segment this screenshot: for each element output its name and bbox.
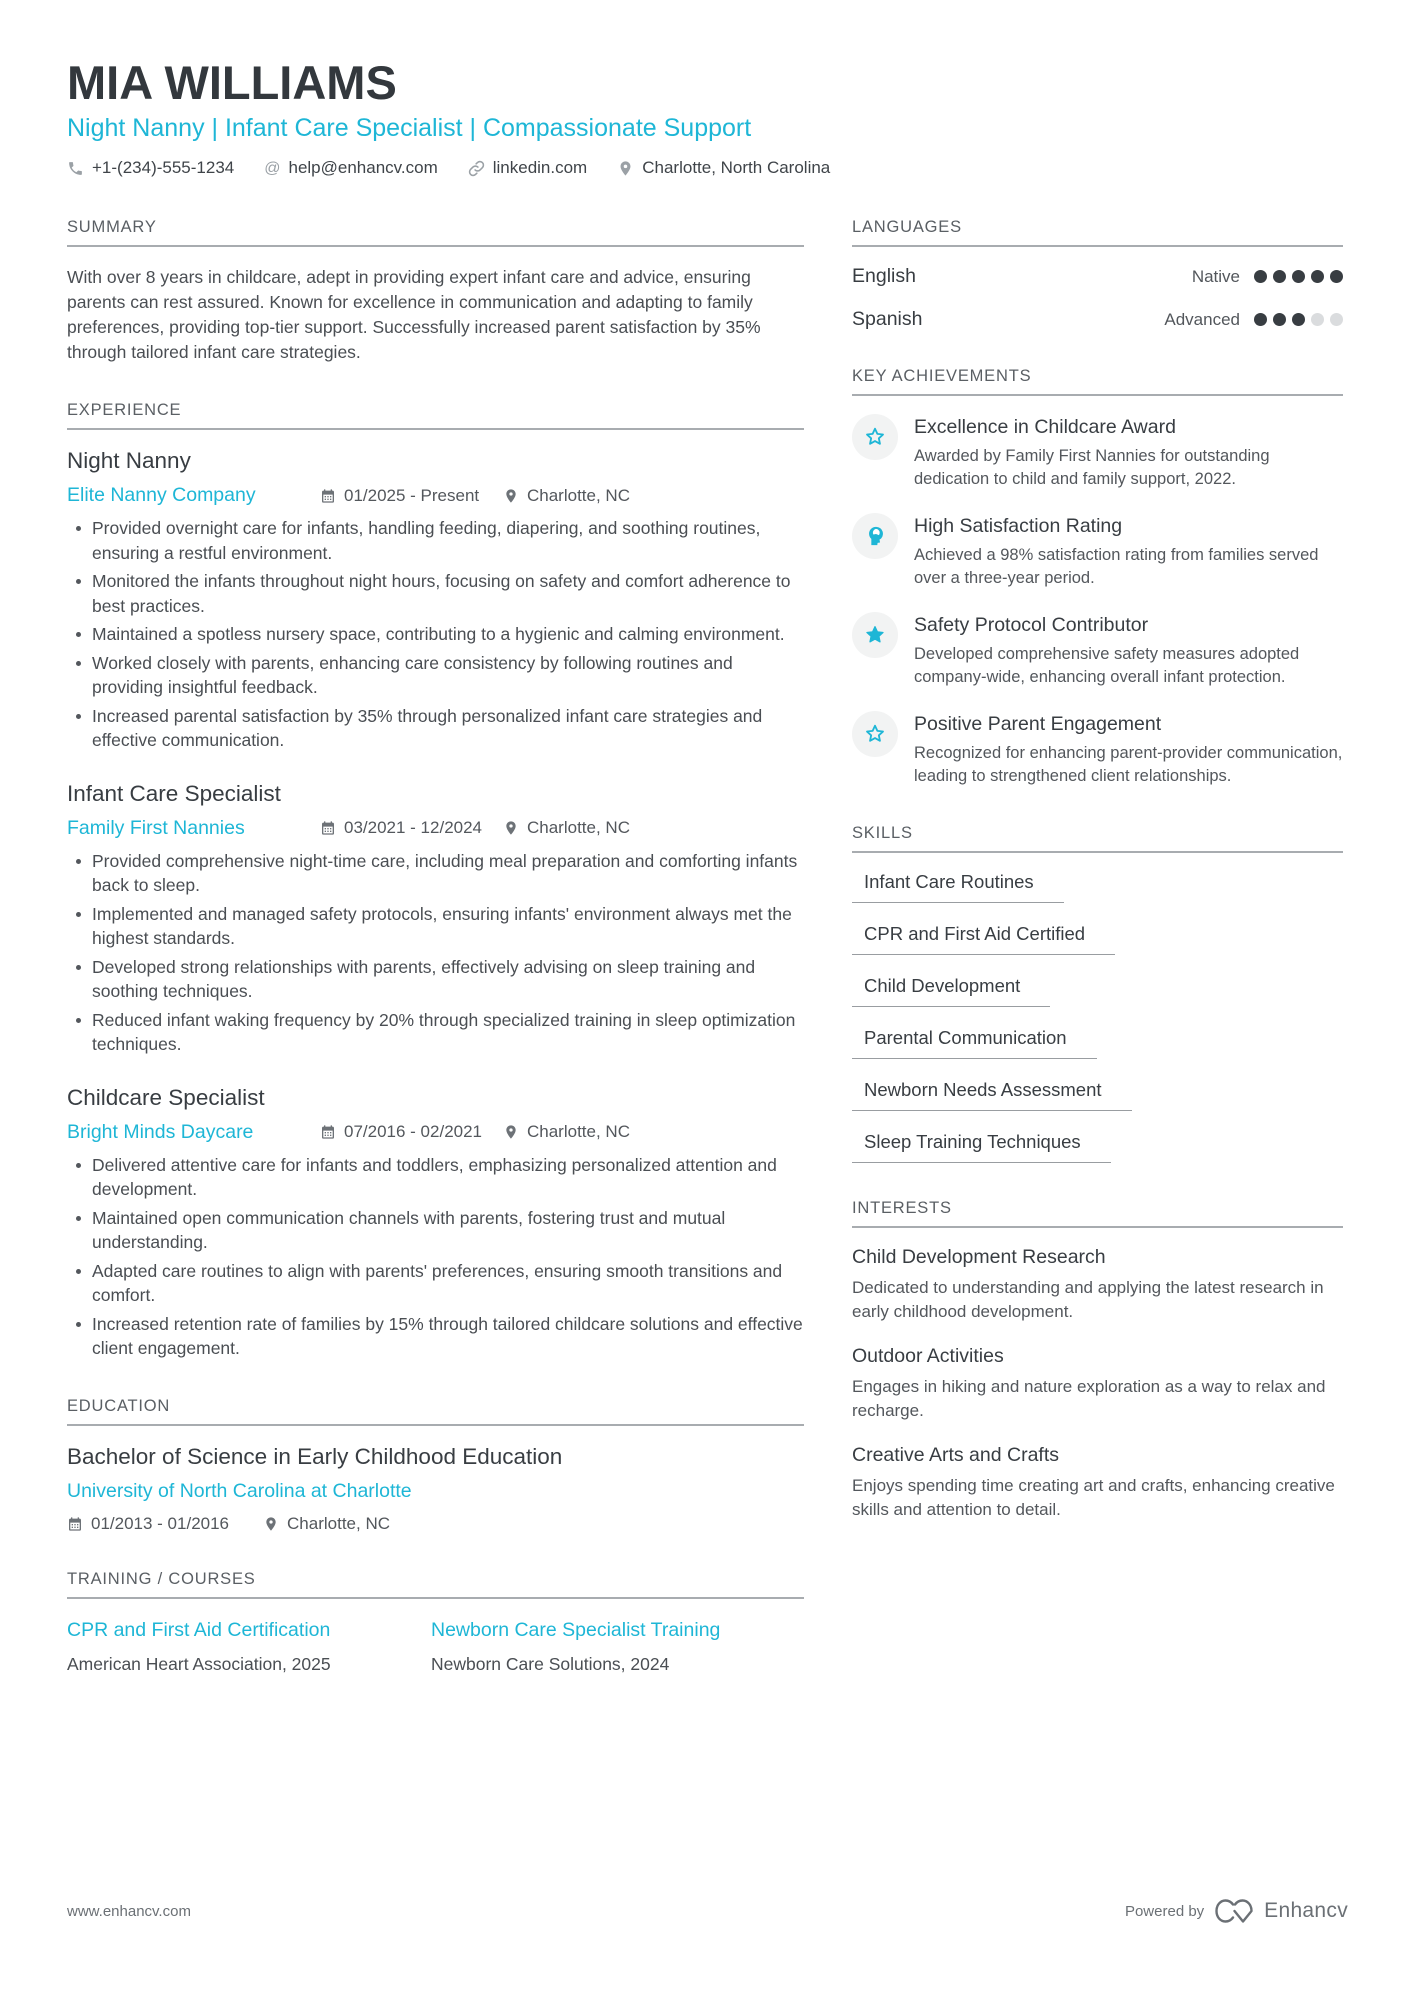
job-dates: [320, 818, 503, 838]
calendar-icon: [67, 1516, 83, 1532]
level-dot: [1273, 270, 1286, 283]
education-heading: EDUCATION: [67, 1397, 804, 1426]
achievement-text: Achieved a 98% satisfaction rating from families served over a three-year period.: [914, 546, 1319, 588]
contact-location: [617, 158, 830, 178]
contact-email[interactable]: [264, 158, 438, 178]
interest-item: [852, 1246, 1343, 1324]
summary-heading: SUMMARY: [67, 218, 804, 247]
achievement-title: High Satisfaction Rating: [914, 515, 1123, 538]
skill-item: Sleep Training Techniques: [852, 1131, 1111, 1163]
company-name: Bright Minds Daycare: [67, 1120, 254, 1143]
left-column: [67, 218, 804, 1712]
level-dot: [1292, 313, 1305, 326]
experience-entry: [67, 781, 804, 1057]
location-pin-icon: [617, 160, 634, 177]
job-location-value: Charlotte, NC: [527, 485, 630, 505]
star-filled-icon: [852, 612, 898, 658]
phone-icon: [67, 160, 84, 177]
language-level: Native: [1191, 266, 1240, 286]
head-icon: [852, 513, 898, 559]
language-row: [852, 265, 1343, 288]
bullet-item: Increased parental satisfaction by 35% through personalized infant care strategies and effective communication.: [92, 704, 804, 753]
level-dot: [1292, 270, 1305, 283]
section-interests: [852, 1199, 1343, 1522]
contact-phone-value: +1-(234)-555-1234: [92, 158, 235, 178]
interest-text: Dedicated to understanding and applying the latest research in early childhood development.: [852, 1278, 1324, 1322]
job-location: [503, 818, 630, 838]
interests-heading: INTERESTS: [852, 1199, 1343, 1228]
section-languages: [852, 218, 1343, 331]
person-name: MIA WILLIAMS: [67, 56, 397, 109]
bullet-item: Maintained a spotless nursery space, contributing to a hygienic and calming environment.: [92, 622, 804, 647]
language-name: Spanish: [852, 308, 923, 331]
job-title: Night Nanny: [67, 448, 191, 474]
contact-link-value: linkedin.com: [492, 158, 588, 178]
level-dot: [1254, 270, 1267, 283]
bullet-item: Delivered attentive care for infants and toddlers, emphasizing personalized attention and development.: [92, 1153, 804, 1202]
section-training: [67, 1570, 804, 1676]
achievement-item: [852, 414, 1343, 491]
interest-item: [852, 1444, 1343, 1522]
level-dot: [1273, 313, 1286, 326]
education-location-value: Charlotte, NC: [287, 1513, 390, 1533]
education-dates: [67, 1514, 229, 1534]
summary-text: With over 8 years in childcare, adept in providing expert infant care and advice, ensuring parents can rest assured. Known for excellence in communication and adapting to family preferences, providing top-tier support. Successfully increased parent satisfaction by 35% through tailored infant care strategies.: [67, 267, 761, 363]
calendar-icon: [320, 820, 336, 836]
experience-entry: [67, 448, 804, 753]
section-education: [67, 1397, 804, 1534]
location-pin-icon: [503, 820, 519, 836]
achievement-title: Positive Parent Engagement: [914, 713, 1162, 736]
star-outline-icon: [852, 711, 898, 757]
degree-title: Bachelor of Science in Early Childhood Education: [67, 1443, 563, 1469]
achievement-text: Awarded by Family First Nannies for outstanding dedication to child and family support, 2022.: [914, 447, 1270, 489]
location-pin-icon: [503, 1124, 519, 1140]
section-achievements: [852, 367, 1343, 788]
bullet-item: Reduced infant waking frequency by 20% through specialized training in sleep optimization techniques.: [92, 1008, 804, 1057]
enhancv-logo-icon: [1214, 1898, 1254, 1924]
language-level: Advanced: [1164, 309, 1240, 329]
location-pin-icon: [503, 488, 519, 504]
job-title: Infant Care Specialist: [67, 780, 281, 806]
training-heading: TRAINING / COURSES: [67, 1570, 804, 1599]
right-column: [852, 218, 1343, 1712]
skill-item: Infant Care Routines: [852, 871, 1064, 903]
calendar-icon: [320, 488, 336, 504]
job-title: Childcare Specialist: [67, 1084, 265, 1110]
job-location: [503, 1122, 630, 1142]
course-title: CPR and First Aid Certification: [67, 1618, 331, 1641]
skill-item: Newborn Needs Assessment: [852, 1079, 1132, 1111]
languages-heading: LANGUAGES: [852, 218, 1343, 247]
bullet-item: Provided overnight care for infants, handling feeding, diapering, and soothing routines, ensuring a restful environment.: [92, 516, 804, 565]
interest-text: Enjoys spending time creating art and crafts, enhancing creative skills and attention to detail.: [852, 1476, 1335, 1520]
job-location-value: Charlotte, NC: [527, 1122, 630, 1142]
location-pin-icon: [263, 1516, 279, 1532]
footer-website[interactable]: www.enhancv.com: [67, 1902, 191, 1920]
course-entry: [431, 1617, 731, 1676]
interest-text: Engages in hiking and nature exploration as a way to relax and recharge.: [852, 1377, 1326, 1421]
company-name: Elite Nanny Company: [67, 484, 256, 507]
achievement-item: [852, 711, 1343, 788]
bullet-item: Developed strong relationships with parents, effectively advising on sleep training and soothing techniques.: [92, 955, 804, 1004]
education-location: [263, 1514, 390, 1534]
achievement-text: Developed comprehensive safety measures adopted company-wide, enhancing overall infant protection.: [914, 645, 1300, 687]
course-provider: Newborn Care Solutions, 2024: [431, 1653, 670, 1674]
experience-heading: EXPERIENCE: [67, 401, 804, 430]
section-skills: [852, 824, 1343, 1163]
level-dot: [1330, 270, 1343, 283]
language-level-dots: [1254, 313, 1343, 326]
experience-entry: [67, 1085, 804, 1361]
job-dates-value: 01/2025 - Present: [344, 485, 480, 505]
bullet-item: Maintained open communication channels with parents, fostering trust and mutual understanding.: [92, 1206, 804, 1255]
star-outline-icon: [852, 414, 898, 460]
company-name: Family First Nannies: [67, 816, 245, 839]
section-experience: [67, 401, 804, 1361]
language-row: [852, 308, 1343, 331]
contact-link[interactable]: [468, 158, 588, 178]
course-title: Newborn Care Specialist Training: [431, 1618, 721, 1641]
level-dot: [1311, 270, 1324, 283]
powered-by-label: Powered by: [1124, 1902, 1205, 1920]
bullet-item: Provided comprehensive night-time care, including meal preparation and comforting infants back to sleep.: [92, 849, 804, 898]
job-bullets: [67, 516, 804, 753]
job-dates-value: 07/2016 - 02/2021: [344, 1122, 483, 1142]
skills-heading: SKILLS: [852, 824, 1343, 853]
language-level-dots: [1254, 270, 1343, 283]
section-summary: [67, 218, 804, 365]
level-dot: [1330, 313, 1343, 326]
skill-item: Child Development: [852, 975, 1050, 1007]
achievement-text: Recognized for enhancing parent-provider communication, leading to strengthened client relationships.: [914, 744, 1343, 786]
job-dates-value: 03/2021 - 12/2024: [344, 818, 483, 838]
education-dates-value: 01/2013 - 01/2016: [91, 1513, 230, 1533]
achievement-title: Safety Protocol Contributor: [914, 614, 1149, 637]
contact-phone[interactable]: [67, 158, 234, 178]
school-name: University of North Carolina at Charlotte: [67, 1479, 412, 1502]
job-location: [503, 486, 630, 506]
achievement-title: Excellence in Childcare Award: [914, 416, 1176, 439]
bullet-item: Adapted care routines to align with parents' preferences, ensuring smooth transitions and comfort.: [92, 1259, 804, 1308]
contact-email-value: help@enhancv.com: [288, 158, 438, 178]
headline: Night Nanny | Infant Care Specialist | Compassionate Support: [67, 114, 752, 143]
link-icon: [468, 160, 485, 177]
achievements-heading: KEY ACHIEVEMENTS: [852, 367, 1343, 396]
footer-brand[interactable]: [1125, 1898, 1348, 1924]
language-name: English: [852, 265, 916, 288]
bullet-item: Monitored the infants throughout night hours, focusing on safety and comfort adherence to best practices.: [92, 569, 804, 618]
interest-item: [852, 1345, 1343, 1423]
job-location-value: Charlotte, NC: [527, 818, 630, 838]
bullet-item: Worked closely with parents, enhancing care consistency by following routines and providing insightful feedback.: [92, 651, 804, 700]
footer: [67, 1898, 1348, 1924]
bullet-item: Increased retention rate of families by 15% through tailored childcare solutions and effective client engagement.: [92, 1312, 804, 1361]
course-entry: [67, 1617, 367, 1676]
interest-title: Child Development Research: [852, 1246, 1106, 1269]
job-bullets: [67, 1153, 804, 1361]
course-provider: American Heart Association, 2025: [67, 1653, 331, 1674]
interest-title: Creative Arts and Crafts: [852, 1444, 1059, 1467]
skill-item: CPR and First Aid Certified: [852, 923, 1115, 955]
level-dot: [1254, 313, 1267, 326]
brand-name: Enhancv: [1264, 1899, 1348, 1922]
job-bullets: [67, 849, 804, 1057]
achievement-item: [852, 513, 1343, 590]
interest-title: Outdoor Activities: [852, 1345, 1004, 1368]
contact-row: [67, 158, 1343, 178]
job-dates: [320, 486, 503, 506]
bullet-item: Implemented and managed safety protocols, ensuring infants' environment always met the highest standards.: [92, 902, 804, 951]
header: [67, 58, 1343, 178]
calendar-icon: [320, 1124, 336, 1140]
level-dot: [1311, 313, 1324, 326]
contact-location-value: Charlotte, North Carolina: [642, 158, 831, 178]
skill-item: Parental Communication: [852, 1027, 1097, 1059]
achievement-item: [852, 612, 1343, 689]
at-icon: @: [264, 159, 281, 177]
job-dates: [320, 1122, 503, 1142]
